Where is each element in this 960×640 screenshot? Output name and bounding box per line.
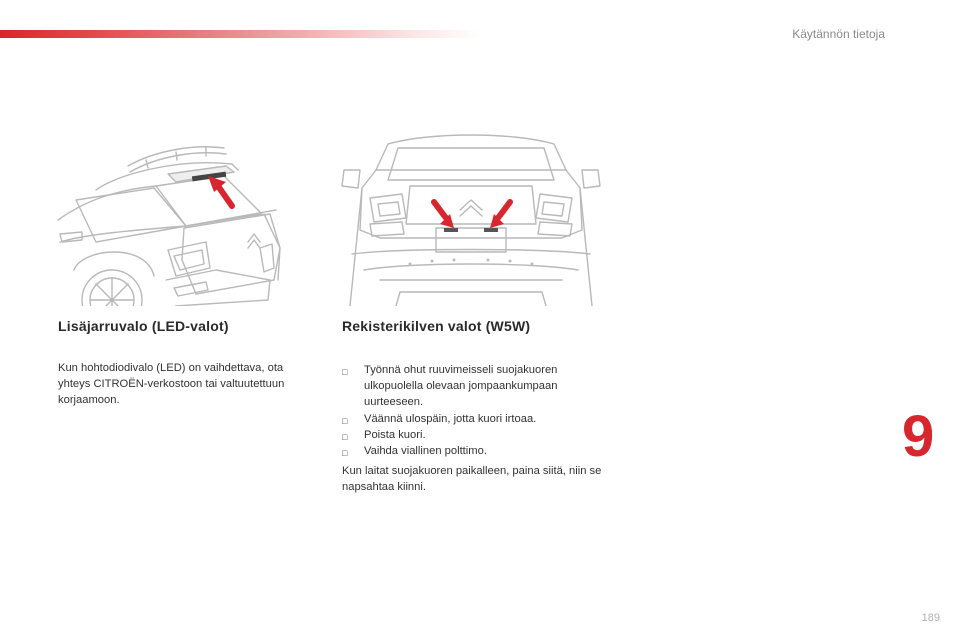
license-plate-light-illustration — [340, 130, 602, 306]
list-item — [342, 443, 612, 459]
square-bullet-icon: □ — [342, 367, 348, 377]
plate-light-steps — [342, 362, 612, 459]
plate-light-note: Kun laitat suojakuoren paikalleen, paina siitä, niin se napsahtaa kiinni. — [342, 465, 602, 493]
plate-light-section-title: Rekisterikilven valot (W5W) — [342, 318, 531, 334]
brake-light-instructions: Kun hohtodiodivalo (LED) on vaihdettava, ota yhteys CITROËN-verkostoon tai valtuutettuun korjaamoon. — [58, 362, 285, 406]
square-bullet-icon: □ — [342, 448, 348, 459]
chapter-number: 9 — [902, 404, 935, 469]
step-text: Vaihda viallinen polttimo. — [364, 445, 487, 458]
brake-light-illustration — [56, 130, 282, 306]
header-accent-bar — [0, 30, 480, 38]
step-text: Väännä ulospäin, jotta kuori irtoaa. — [364, 412, 537, 425]
step-text: Poista kuori. — [364, 428, 426, 441]
list-item — [342, 362, 612, 411]
page-number: 189 — [921, 612, 940, 624]
step-text: Työnnä ohut ruuvimeisseli suojakuoren ulkopuolella olevaan jompaankumpaan uurteeseen. — [364, 364, 558, 409]
brake-light-section-title: Lisäjarruvalo (LED-valot) — [58, 318, 229, 334]
square-bullet-icon: □ — [342, 431, 348, 442]
list-item — [342, 427, 612, 443]
list-item — [342, 411, 612, 427]
square-bullet-icon: □ — [342, 415, 348, 426]
section-title: Käytännön tietoja — [792, 27, 885, 41]
